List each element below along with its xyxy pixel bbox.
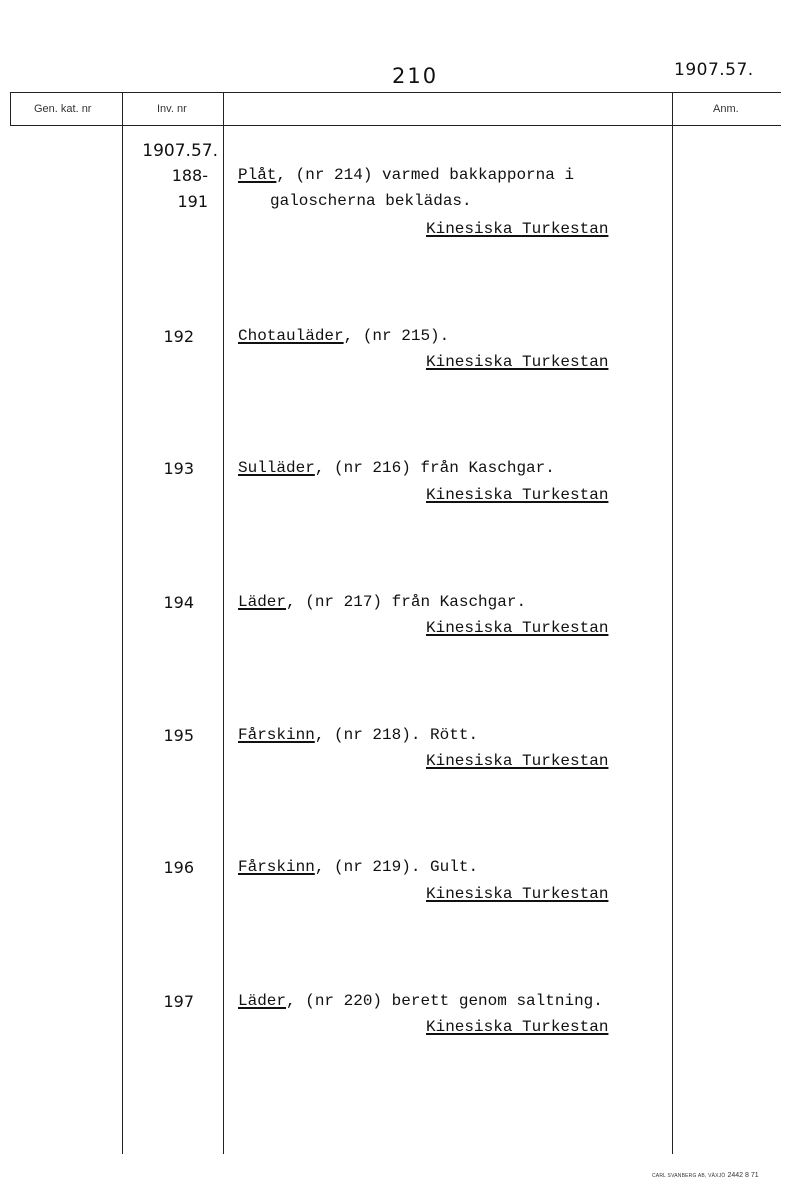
inv-number: 196 <box>163 858 194 877</box>
inv-number: 195 <box>163 726 194 745</box>
header-bottom-rule <box>10 125 781 126</box>
column-header-anm: Anm. <box>713 103 739 115</box>
entry-details: , (nr 218). Rött. <box>314 726 479 744</box>
printer-imprint <box>652 1172 759 1179</box>
entry-description <box>238 726 478 744</box>
header-top-rule <box>10 92 781 93</box>
printer-name: CARL SVANBERG AB, VÄXJÖ <box>652 1173 726 1179</box>
inv-number: 192 <box>163 327 194 346</box>
entry-origin: Kinesiska Turkestan <box>426 220 609 238</box>
entry-term: Fårskinn <box>238 858 315 876</box>
inv-number: 188- <box>171 166 208 185</box>
entry-origin: Kinesiska Turkestan <box>426 619 609 637</box>
entry-origin: Kinesiska Turkestan <box>426 752 609 770</box>
entry-description <box>238 858 478 876</box>
entry-description-continuation: galoscherna beklädas. <box>270 192 472 210</box>
accession-number-inv: 1907.57. <box>142 141 218 161</box>
inv-number: 197 <box>163 992 194 1011</box>
page-number: 210 <box>392 64 439 88</box>
column-header-gen-kat-nr: Gen. kat. nr <box>34 103 92 115</box>
entry-details: , (nr 215). <box>343 327 450 345</box>
column-header-inv-nr: Inv. nr <box>157 103 187 115</box>
entry-term: Plåt <box>238 166 277 184</box>
entry-term: Sulläder <box>238 459 315 477</box>
entry-term: Läder <box>238 992 287 1010</box>
entry-description <box>238 593 526 611</box>
inv-number-continuation: 191 <box>177 192 208 211</box>
entry-description <box>238 459 555 477</box>
column-divider-text <box>223 92 224 1154</box>
entry-term: Läder <box>238 593 287 611</box>
inv-number: 194 <box>163 593 194 612</box>
accession-number-header: 1907.57. <box>674 60 754 80</box>
entry-description <box>238 166 574 184</box>
entry-details: , (nr 220) berett genom saltning. <box>286 992 603 1010</box>
entry-origin: Kinesiska Turkestan <box>426 1018 609 1036</box>
entry-origin: Kinesiska Turkestan <box>426 885 609 903</box>
entry-details: , (nr 219). Gult. <box>314 858 479 876</box>
entry-description <box>238 327 449 345</box>
inv-number: 193 <box>163 459 194 478</box>
entry-details: , (nr 217) från Kaschgar. <box>286 593 527 611</box>
entry-origin: Kinesiska Turkestan <box>426 486 609 504</box>
entry-description <box>238 992 603 1010</box>
form-code: 2442 8 71 <box>727 1172 759 1179</box>
entry-details: , (nr 216) från Kaschgar. <box>314 459 555 477</box>
entry-details: , (nr 214) varmed bakkapporna i <box>276 166 575 184</box>
entry-origin: Kinesiska Turkestan <box>426 353 609 371</box>
column-divider-anm <box>672 92 673 1154</box>
column-divider-gen-kat <box>10 92 11 126</box>
entry-term: Chotauläder <box>238 327 344 345</box>
entry-term: Fårskinn <box>238 726 315 744</box>
